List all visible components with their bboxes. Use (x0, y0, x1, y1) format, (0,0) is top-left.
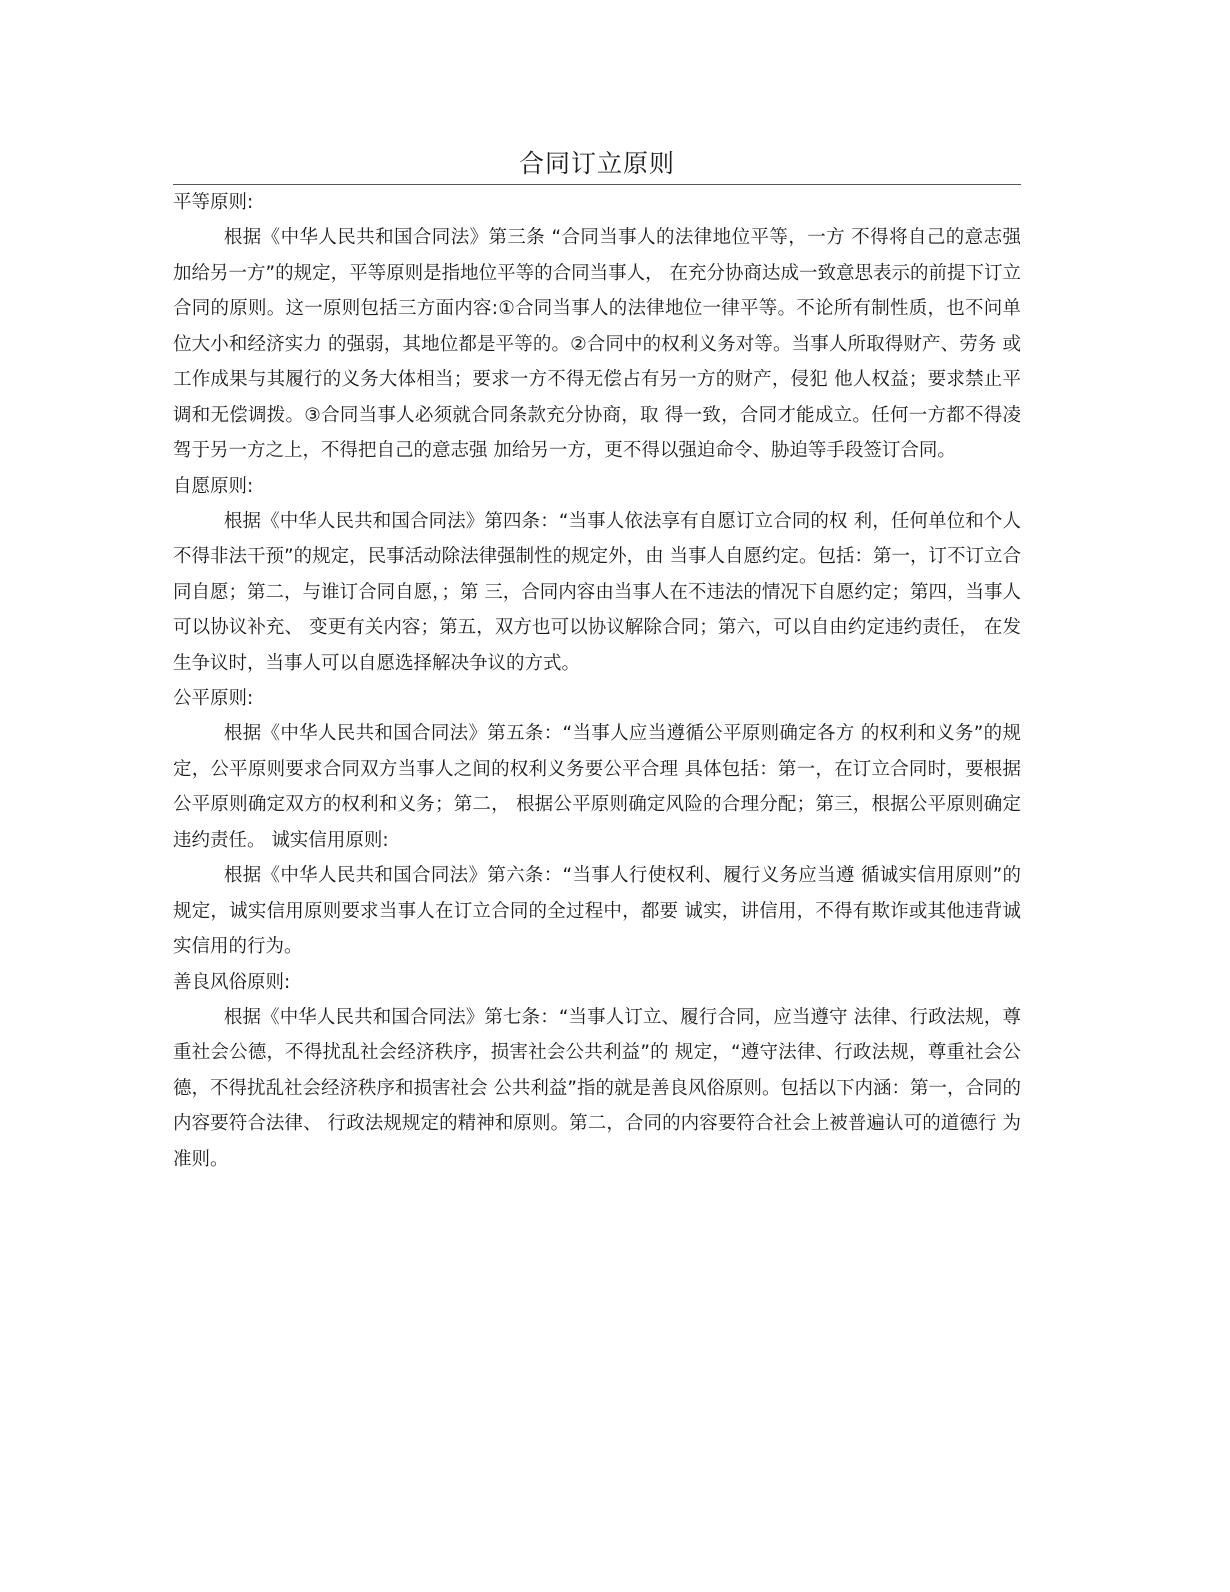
section-heading-fairness: 公平原则: (173, 688, 254, 709)
section-voluntary (173, 469, 1021, 682)
section-body-equality: 根据《中华人民共和国合同法》第三条 “合同当事人的法律地位平等，一方 不得将自己的意志强加给另一方”的规定，平等原则是指地位平等的合同当事人， 在充分协商达成一致意思表示的前提下订立合同的原则。这一原则包括三方面内容:①合同当事人的法律地位一律平等。不论所有制性质，也不问单位大小和经济实力 的强弱，其地位都是平等的。②合同中的权利义务对等。当事人所取得财产、劳务 或工作成果与其履行的义务大体相当；要求一方不得无偿占有另一方的财产，侵犯 他人权益；要求禁止平调和无偿调拨。③合同当事人必须就合同条款充分协商，取 得一致，合同才能成立。任何一方都不得凌驾于另一方之上，不得把自己的意志强 加给另一方，更不得以强迫命令、胁迫等手段签订合同。 (173, 227, 1021, 461)
section-body-voluntary: 根据《中华人民共和国合同法》第四条：“当事人依法享有自愿订立合同的权 利，任何单位和个人不得非法干预”的规定，民事活动除法律强制性的规定外，由 当事人自愿约定。包括：第一，订不订立合同自愿；第二，与谁订合同自愿，；第 三，合同内容由当事人在不违法的情况下自愿约定；第四，当事人可以协议补充、 变更有关内容；第五，双方也可以协议解除合同；第六，可以自由约定违约责任， 在发生争议时，当事人可以自愿选择解决争议的方式。 (173, 510, 1021, 674)
section-body-fairness: 根据《中华人民共和国合同法》第五条：“当事人应当遵循公平原则确定各方 的权利和义务”的规定，公平原则要求合同双方当事人之间的权利义务要公平合理 具体包括：第一，在订立合同时，要根据公平原则确定双方的权利和义务；第二， 根据公平原则确定风险的合理分配；第三，根据公平原则确定违约责任。 诚实信用原则: (173, 723, 1021, 851)
section-heading-public-order: 善良风俗原则: (173, 971, 291, 993)
section-fairness (173, 681, 1021, 858)
section-body-public-order: 根据《中华人民共和国合同法》第七条：“当事人订立、履行合同，应当遵守 法律、行政法规，尊重社会公德，不得扰乱社会经济秩序，损害社会公共利益”的 规定，“遵守法律、行政法规，尊重社会公德，不得扰乱社会经济秩序和损害社会 公共利益”指的就是善良风俗原则。包括以下内涵：第一，合同的内容要符合法律、 行政法规规定的精神和原则。第二，合同的内容要符合社会上被普遍认可的道德行 为准则。 (173, 1006, 1021, 1170)
document-title: 合同订立原则 (173, 146, 1021, 185)
section-heading-voluntary: 自愿原则: (173, 475, 254, 497)
section-heading-equality: 平等原则: (173, 192, 254, 213)
section-equality (173, 185, 1021, 469)
section-body-good-faith: 根据《中华人民共和国合同法》第六条：“当事人行使权利、履行义务应当遵 循诚实信用原则”的规定，诚实信用原则要求当事人在订立合同的全过程中，都要 诚实，讲信用，不得有欺诈或其他违背诚实信用的行为。 (173, 865, 1021, 957)
section-public-order (173, 965, 1021, 1178)
document-page (173, 146, 1021, 1177)
section-good-faith (173, 858, 1021, 965)
